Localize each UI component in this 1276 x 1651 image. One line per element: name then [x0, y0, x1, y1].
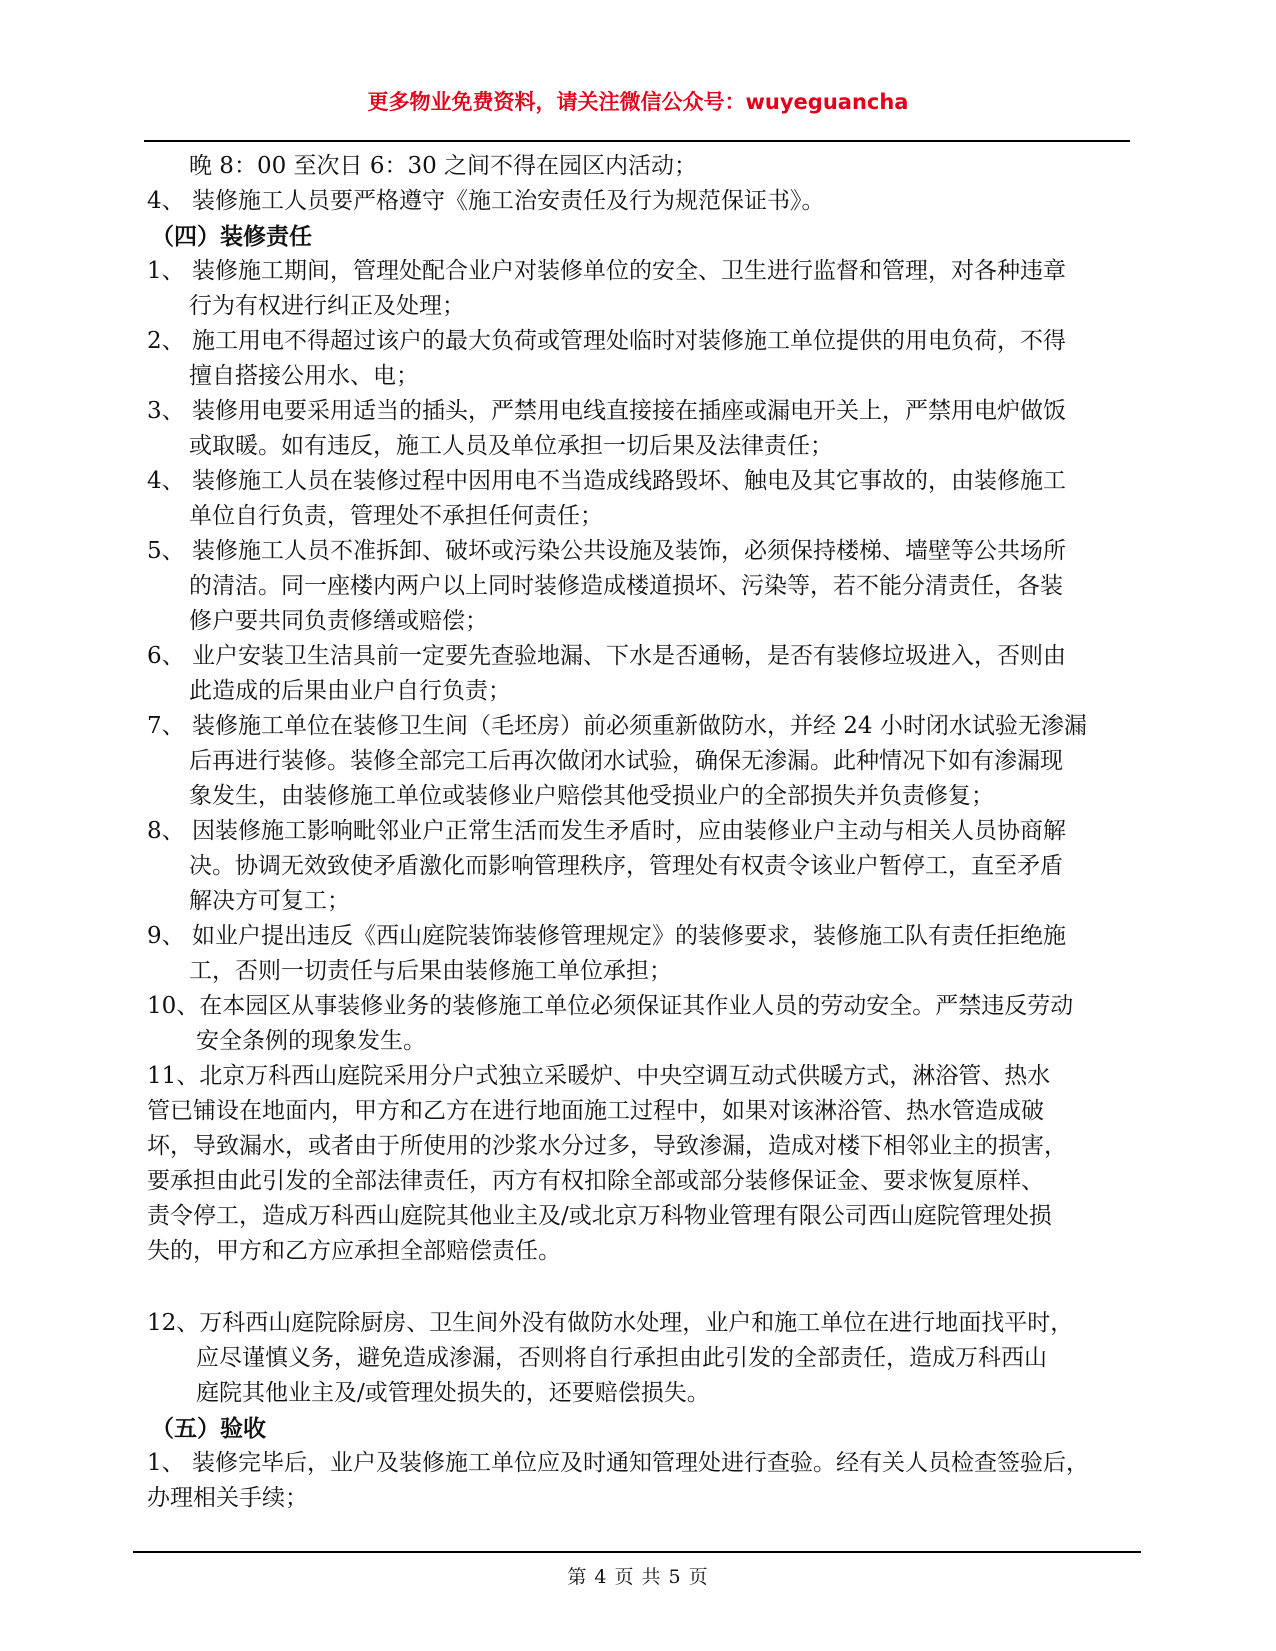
text-line: 庭院其他业主及/或管理处损失的，还要赔偿损失。	[196, 1380, 710, 1406]
text-line: 单位自行负责，管理处不承担任何责任；	[189, 503, 603, 529]
text-line: 决。协调无效致使矛盾激化而影响管理秩序，管理处有权责令该业户暂停工，直至矛盾	[189, 853, 1063, 879]
text-line: 工，否则一切责任与后果由装修施工单位承担；	[189, 958, 672, 984]
text-line: 此造成的后果由业户自行负责；	[189, 678, 511, 704]
list-item: 8、 因装修施工影响毗邻业户正常生活而发生矛盾时，应由装修业户主动与相关人员协商解	[147, 818, 1066, 844]
document-body	[147, 149, 1147, 1516]
text-line: 的清洁。同一座楼内两户以上同时装修造成楼道损坏、污染等，若不能分清责任，各装	[189, 573, 1063, 599]
text-line: 坏，导致漏水，或者由于所使用的沙浆水分过多，导致渗漏，造成对楼下相邻业主的损害，	[147, 1133, 1067, 1159]
section-heading: （五）验收	[151, 1415, 266, 1442]
footer-divider	[133, 1551, 1141, 1553]
page-number: 第 4 页 共 5 页	[567, 1566, 709, 1588]
list-item: 12、万科西山庭院除厨房、卫生间外没有做防水处理，业户和施工单位在进行地面找平时，	[147, 1310, 1074, 1336]
text-line: 要承担由此引发的全部法律责任，丙方有权扣除全部或部分装修保证金、要求恢复原样、	[147, 1168, 1044, 1194]
text-line: 修户要共同负责修缮或赔偿；	[189, 608, 488, 634]
text-line: 管已铺设在地面内，甲方和乙方在进行地面施工过程中，如果对该淋浴管、热水管造成破	[147, 1098, 1044, 1124]
list-item: 6、 业户安装卫生洁具前一定要先查验地漏、下水是否通畅，是否有装修垃圾进入，否则由	[147, 643, 1066, 669]
text-line: 解决方可复工；	[189, 888, 350, 914]
list-item: 11、北京万科西山庭院采用分户式独立采暖炉、中央空调互动式供暖方式，淋浴管、热水	[147, 1063, 1051, 1089]
text-line: 后再进行装修。装修全部完工后再次做闭水试验，确保无渗漏。此种情况下如有渗漏现	[189, 748, 1063, 774]
text-line: 或取暖。如有违反，施工人员及单位承担一切后果及法律责任；	[189, 433, 833, 459]
text-line: 擅自搭接公用水、电；	[189, 363, 419, 389]
list-item: 10、在本园区从事装修业务的装修施工单位必须保证其作业人员的劳动安全。严禁违反劳动	[147, 993, 1074, 1019]
list-item: 1、 装修施工期间，管理处配合业户对装修单位的安全、卫生进行监督和管理，对各种违章	[147, 258, 1066, 284]
list-item: 4、 装修施工人员在装修过程中因用电不当造成线路毁坏、触电及其它事故的，由装修施工	[147, 468, 1066, 494]
list-item: 1、 装修完毕后，业户及装修施工单位应及时通知管理处进行查验。经有关人员检查签验后，	[147, 1450, 1089, 1476]
text-line: 象发生，由装修施工单位或装修业户赔偿其他受损业户的全部损失并负责修复；	[189, 783, 994, 809]
text-line: 应尽谨慎义务，避免造成渗漏，否则将自行承担由此引发的全部责任，造成万科西山	[196, 1345, 1047, 1371]
text-line: 行为有权进行纠正及处理；	[189, 293, 465, 319]
text-line: 责令停工，造成万科西山庭院其他业主及/或北京万科物业管理有限公司西山庭院管理处损	[147, 1203, 1052, 1229]
list-item: 3、 装修用电要采用适当的插头，严禁用电线直接接在插座或漏电开关上，严禁用电炉做饭	[147, 398, 1066, 424]
list-item: 7、 装修施工单位在装修卫生间（毛坯房）前必须重新做防水，并经 24 小时闭水试验无渗漏	[147, 713, 1087, 739]
text-line: 失的，甲方和乙方应承担全部赔偿责任。	[147, 1238, 561, 1264]
header-divider	[144, 140, 1130, 142]
list-item: 2、 施工用电不得超过该户的最大负荷或管理处临时对装修施工单位提供的用电负荷，不得	[147, 328, 1066, 354]
list-item: 4、 装修施工人员要严格遵守《施工治安责任及行为规范保证书》。	[147, 188, 825, 214]
text-line: 办理相关手续；	[147, 1485, 308, 1511]
promo-banner: 更多物业免费资料，请关注微信公众号：wuyeguancha	[367, 90, 909, 114]
list-item: 9、 如业户提出违反《西山庭院装饰装修管理规定》的装修要求，装修施工队有责任拒绝施	[147, 923, 1066, 949]
section-heading: （四）装修责任	[151, 223, 312, 250]
list-item: 5、 装修施工人员不准拆卸、破坏或污染公共设施及装饰，必须保持楼梯、墙壁等公共场所	[147, 538, 1066, 564]
text-line: 晚 8：00 至次日 6：30 之间不得在园区内活动；	[189, 153, 698, 179]
paragraph-gap	[147, 1269, 1147, 1306]
text-line: 安全条例的现象发生。	[196, 1028, 426, 1054]
